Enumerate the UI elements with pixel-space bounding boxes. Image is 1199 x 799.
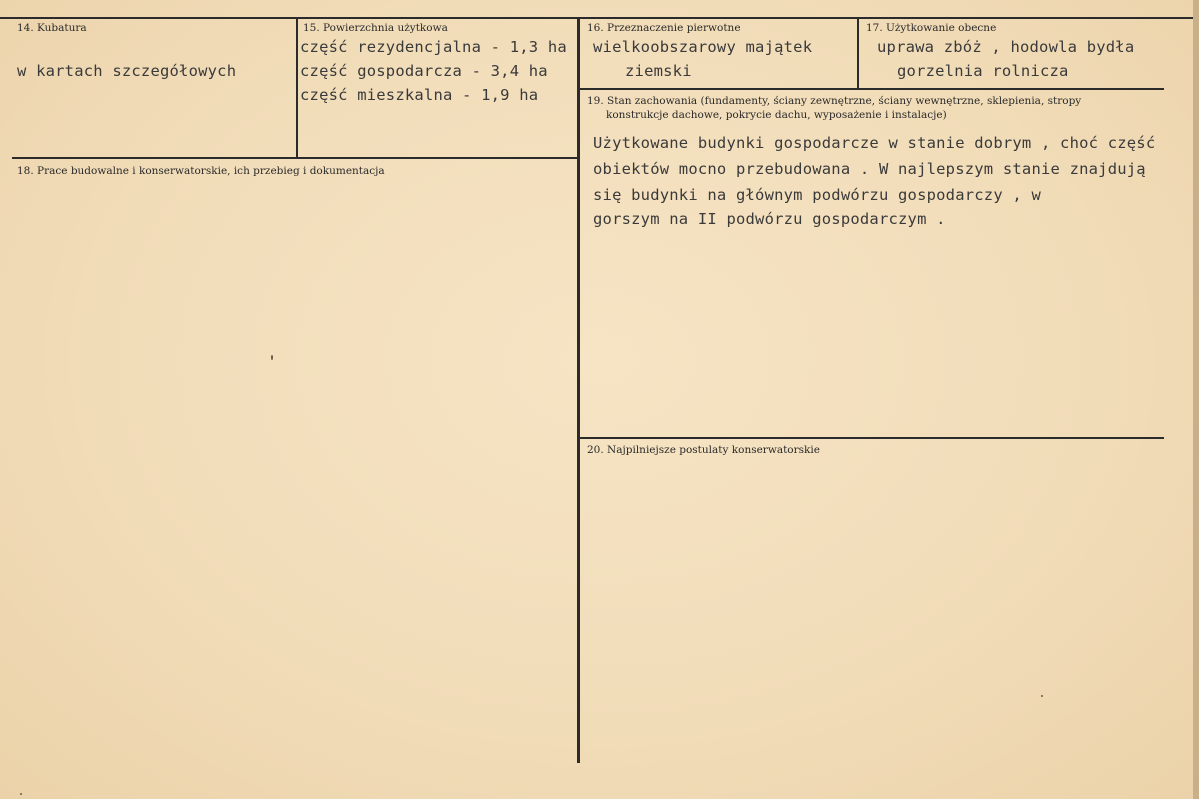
condition-text-line: się budynki na głównym podwórzu gospodarczy , w <box>593 186 1041 204</box>
current-use-line: uprawa zbóż , hodowla bydła <box>877 38 1135 56</box>
paper-speck <box>271 355 273 360</box>
paper-speck <box>20 793 22 795</box>
current-use-label: 17. Użytkowanie obecne <box>866 22 997 34</box>
original-purpose-line: wielkoobszarowy majątek <box>593 38 813 56</box>
current-use-line: gorzelnia rolnicza <box>897 62 1069 80</box>
usable-area-line: część mieszkalna - 1,9 ha <box>300 86 539 104</box>
usable-area-line: część rezydencjalna - 1,3 ha <box>300 38 567 56</box>
row-divider-line <box>12 157 578 159</box>
paper-speck <box>1041 695 1043 697</box>
construction-works-label: 18. Prace budowalne i konserwatorskie, ich przebieg i dokumentacja <box>17 165 385 177</box>
card-edge <box>1193 0 1199 799</box>
condition-text-line: Użytkowane budynki gospodarcze w stanie dobrym , choć część <box>593 134 1156 152</box>
conservation-postulates-label: 20. Najpilniejsze postulaty konserwatorskie <box>587 444 820 456</box>
column-divider-1 <box>296 18 298 158</box>
column-divider-3 <box>857 18 859 89</box>
condition-label-line2: konstrukcje dachowe, pokrycie dachu, wyposażenie i instalacje) <box>606 109 947 121</box>
condition-text-line: obiektów mocno przebudowana . W najlepszym stanie znajdują <box>593 160 1146 178</box>
column-divider-main <box>577 18 580 763</box>
original-purpose-label: 16. Przeznaczenie pierwotne <box>587 22 741 34</box>
divider-line-19 <box>580 88 1164 90</box>
divider-line-20 <box>580 437 1164 439</box>
top-border-line <box>0 17 1193 19</box>
condition-label-line1: 19. Stan zachowania (fundamenty, ściany zewnętrzne, ściany wewnętrzne, sklepienia, stropy <box>587 95 1082 107</box>
usable-area-label: 15. Powierzchnia użytkowa <box>303 22 448 34</box>
usable-area-line: część gospodarcza - 3,4 ha <box>300 62 548 80</box>
original-purpose-line: ziemski <box>625 62 692 80</box>
kubatura-label: 14. Kubatura <box>17 22 87 34</box>
kubatura-value: w kartach szczegółowych <box>17 62 237 80</box>
condition-text-line: gorszym na II podwórzu gospodarczym . <box>593 210 946 228</box>
